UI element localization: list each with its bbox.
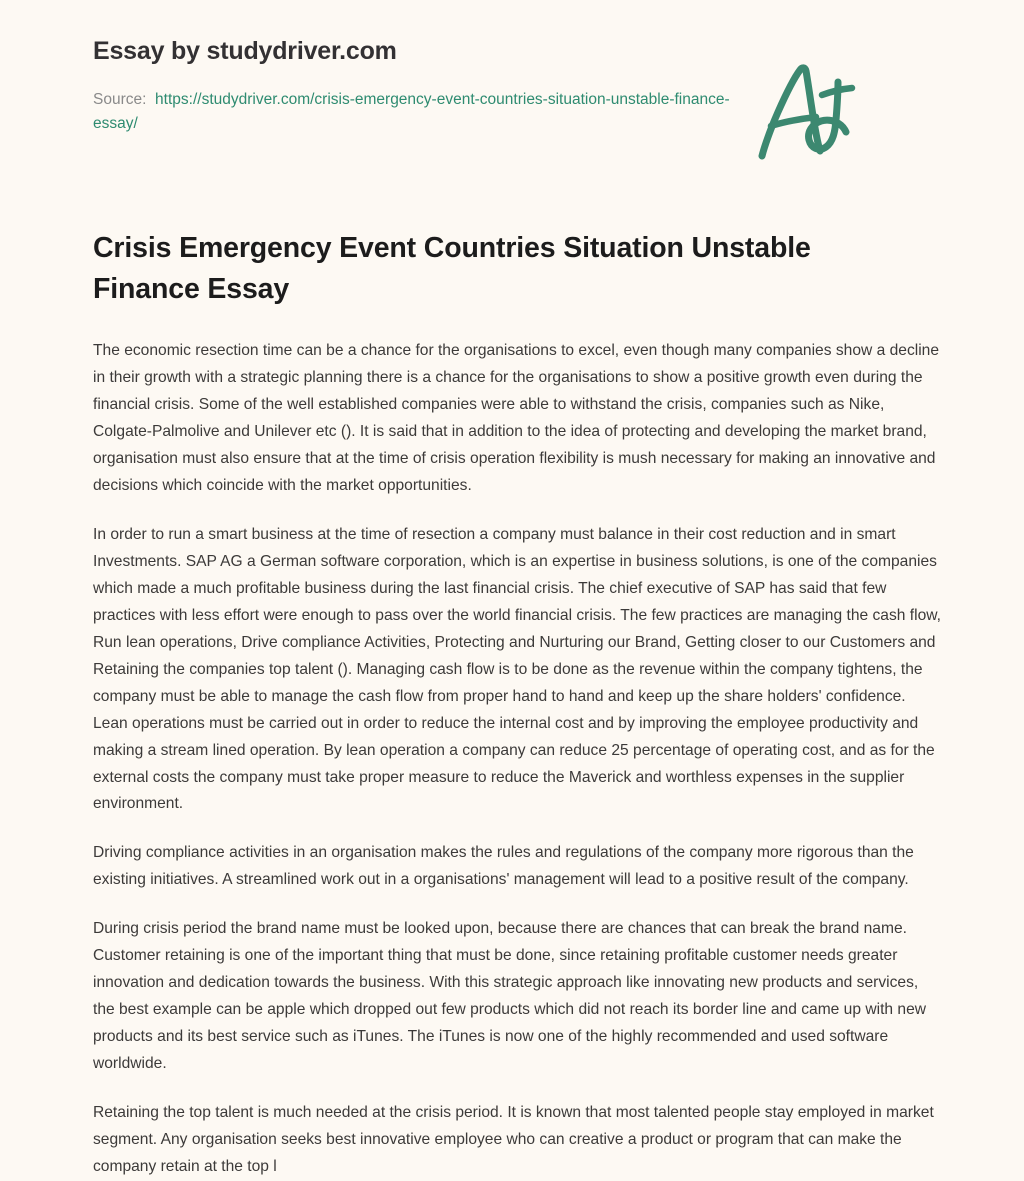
paragraph: In order to run a smart business at the time of resection a company must balance in their cost reduction and in smart Investments. SAP AG a German software corporation, which is an expertise in business solutions, is one of the companies which made a much profitable business during the last financial crisis. The chief executive of SAP has said that few practices with less effort were enough to pass over the world financial crisis. The few practices are managing the cash flow, Run lean operations, Drive compliance Activities, Protecting and Nurturing our Brand, Getting closer to our Customers and Retaining the companies top talent (). Managing cash flow is to be done as the revenue within the company tightens, the company must be able to manage the cash flow from proper hand to hand and keep up the share holders' confidence. Lean operations must be carried out in order to reduce the internal cost and by improving the employee productivity and making a stream lined operation. By lean operation a company can reduce 25 percentage of operating cost, and as for the external costs the company must take proper measure to reduce the Maverick and worthless expenses in the supplier environment. [93,525,941,813]
paragraph: Driving compliance activities in an organisation makes the rules and regulations of the company more rigorous than the existing initiatives. A streamlined work out in a organisations' management will lead to a positive result of the company. [93,844,914,889]
paragraph-truncated: Retaining the top talent is much needed at the crisis period. It is known that most talented people stay employed in market segment. Any organisation seeks best innovative employee who can creative a product or program that can make the company retain at the top l [93,1104,934,1176]
page-title: Crisis Emergency Event Countries Situation Unstable Finance Essay [93,232,811,305]
source-line [93,88,733,136]
source-label: Source: [93,91,147,108]
a-plus-logo-icon [750,56,870,166]
article-body [80,309,944,1181]
brand-title: Essay by studydriver.com [93,37,397,65]
paragraph: The economic resection time can be a chance for the organisations to excel, even though many companies show a decline in their growth with a strategic planning there is a chance for the organisations to show a positive growth even during the financial crisis. Some of the well established companies were able to withstand the crisis, companies such as Nike, Colgate-Palmolive and Unilever etc (). It is said that in addition to the idea of protecting and developing the market brand, organisation must also ensure that at the time of crisis operation flexibility is mush necessary for making an innovative and decisions which coincide with the market opportunities. [93,341,940,494]
document-header [80,0,944,136]
paragraph: During crisis period the brand name must be looked upon, because there are chances that can break the brand name. Customer retaining is one of the important thing that must be done, since retaining profitable customer needs greater innovation and dedication towards the business. With this strategic approach like innovating new products and services, the best example can be apple which dropped out few products which did not reach its border line and came up with new products and its best service such as iTunes. The iTunes is now one of the highly recommended and used software worldwide. [93,920,927,1073]
source-url-link[interactable]: https://studydriver.com/crisis-emergency-event-countries-situation-unstable-finance-essay/ [93,91,730,133]
